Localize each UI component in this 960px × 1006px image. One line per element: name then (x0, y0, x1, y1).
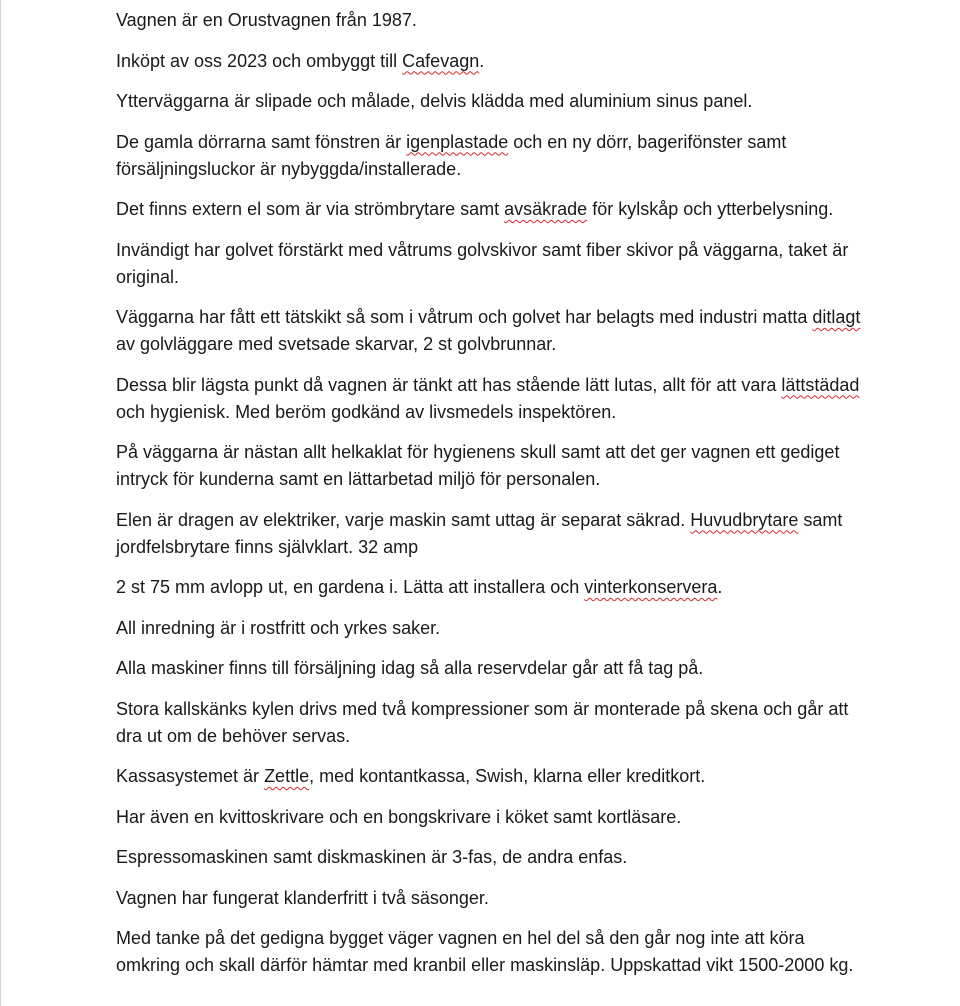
document-body[interactable] (116, 7, 861, 993)
paragraph-text: av golvläggare med svetsade skarvar, 2 st golvbrunnar. (116, 334, 557, 354)
paragraph (116, 237, 861, 291)
paragraph-text: Vagnen har fungerat klanderfritt i två säsonger. (116, 887, 489, 908)
paragraph-text: Kassasystemet är (116, 766, 265, 786)
paragraph-text: Har även en kvittoskrivare och en bongskrivare i köket samt kortläsare. (116, 806, 682, 827)
paragraph-text: All inredning är i rostfritt och yrkes saker. (116, 617, 441, 638)
paragraph (116, 507, 861, 561)
paragraph (116, 439, 861, 493)
paragraph (116, 574, 861, 601)
paragraph (116, 372, 861, 426)
paragraph-text: Ytterväggarna är slipade och målade, delvis klädda med aluminium sinus panel. (116, 91, 753, 111)
paragraph-text: Med tanke på det gedigna bygget väger vagnen en hel del så den går nog inte att köra omkring och skall därför hämtar med kranbil eller maskinsläp. Uppskattad vikt 1500-2000 kg. (116, 928, 854, 975)
paragraph-text: . (479, 50, 485, 71)
paragraph-text: samt jordfelsbrytare finns självklart. 32 amp (116, 509, 843, 557)
paragraph-text: Inköpt av oss 2023 och ombyggt till (116, 50, 403, 71)
spellcheck-flagged-word: lättstädad (781, 374, 860, 395)
paragraph (116, 196, 861, 223)
paragraph (116, 7, 861, 34)
paragraph (116, 615, 861, 642)
paragraph-text: , med kontantkassa, Swish, klarna eller kreditkort. (309, 766, 706, 786)
paragraph-text: Det finns extern el som är via strömbrytare samt (116, 199, 505, 219)
paragraph (116, 804, 861, 831)
paragraph (116, 88, 861, 115)
paragraph (116, 885, 861, 912)
paragraph-text: 2 st 75 mm avlopp ut, en gardena i. Lätta att installera och (116, 577, 585, 597)
paragraph-text: Stora kallskänks kylen drivs med två kompressioner som är monterade på skena och går att dra ut om de behöver servas. (116, 698, 849, 746)
spellcheck-flagged-word: avsäkrade (504, 199, 588, 219)
spellcheck-flagged-word: Cafevagn (402, 50, 480, 71)
paragraph (116, 763, 861, 790)
spellcheck-flagged-word: Zettle (264, 766, 310, 786)
paragraph-text: för kylskåp och ytterbelysning. (587, 199, 834, 219)
paragraph-text: Väggarna har fått ett tätskikt så som i våtrum och golvet har belagts med industri matta (116, 307, 813, 327)
paragraph-text: och hygienisk. Med beröm godkänd av livsmedels inspektören. (116, 401, 617, 422)
paragraph (116, 304, 861, 358)
paragraph-text: Vagnen är en Orustvagnen från 1987. (116, 10, 417, 30)
paragraph-text: och en ny dörr, bagerifönster samt försäljningsluckor är nybyggda/installerade. (116, 131, 787, 179)
paragraph-text: Dessa blir lägsta punkt då vagnen är tänkt att has stående lätt lutas, allt för att vara (116, 374, 782, 395)
paragraph-text: De gamla dörrarna samt fönstren är (116, 131, 407, 152)
paragraph (116, 925, 861, 979)
paragraph (116, 696, 861, 750)
spellcheck-flagged-word: Huvudbrytare (690, 509, 799, 530)
paragraph-text: På väggarna är nästan allt helkaklat för hygienens skull samt att det ger vagnen ett gediget intryck för kunderna samt en lättarbetad miljö för personalen. (116, 442, 840, 489)
spellcheck-flagged-word: igenplastade (406, 131, 509, 152)
spellcheck-flagged-word: vinterkonservera (584, 577, 718, 597)
paragraph-text: Elen är dragen av elektriker, varje maskin samt uttag är separat säkrad. (116, 509, 691, 530)
spellcheck-flagged-word: ditlagt (812, 307, 861, 327)
paragraph-text: Invändigt har golvet förstärkt med våtrums golvskivor samt fiber skivor på väggarna, taket är original. (116, 239, 849, 287)
paragraph (116, 844, 861, 871)
paragraph (116, 129, 861, 183)
paragraph (116, 655, 861, 682)
paragraph-text: Espressomaskinen samt diskmaskinen är 3-fas, de andra enfas. (116, 847, 628, 867)
paragraph-text: . (717, 577, 723, 597)
paragraph-text: Alla maskiner finns till försäljning idag så alla reservdelar går att få tag på. (116, 658, 704, 678)
paragraph (116, 48, 861, 75)
